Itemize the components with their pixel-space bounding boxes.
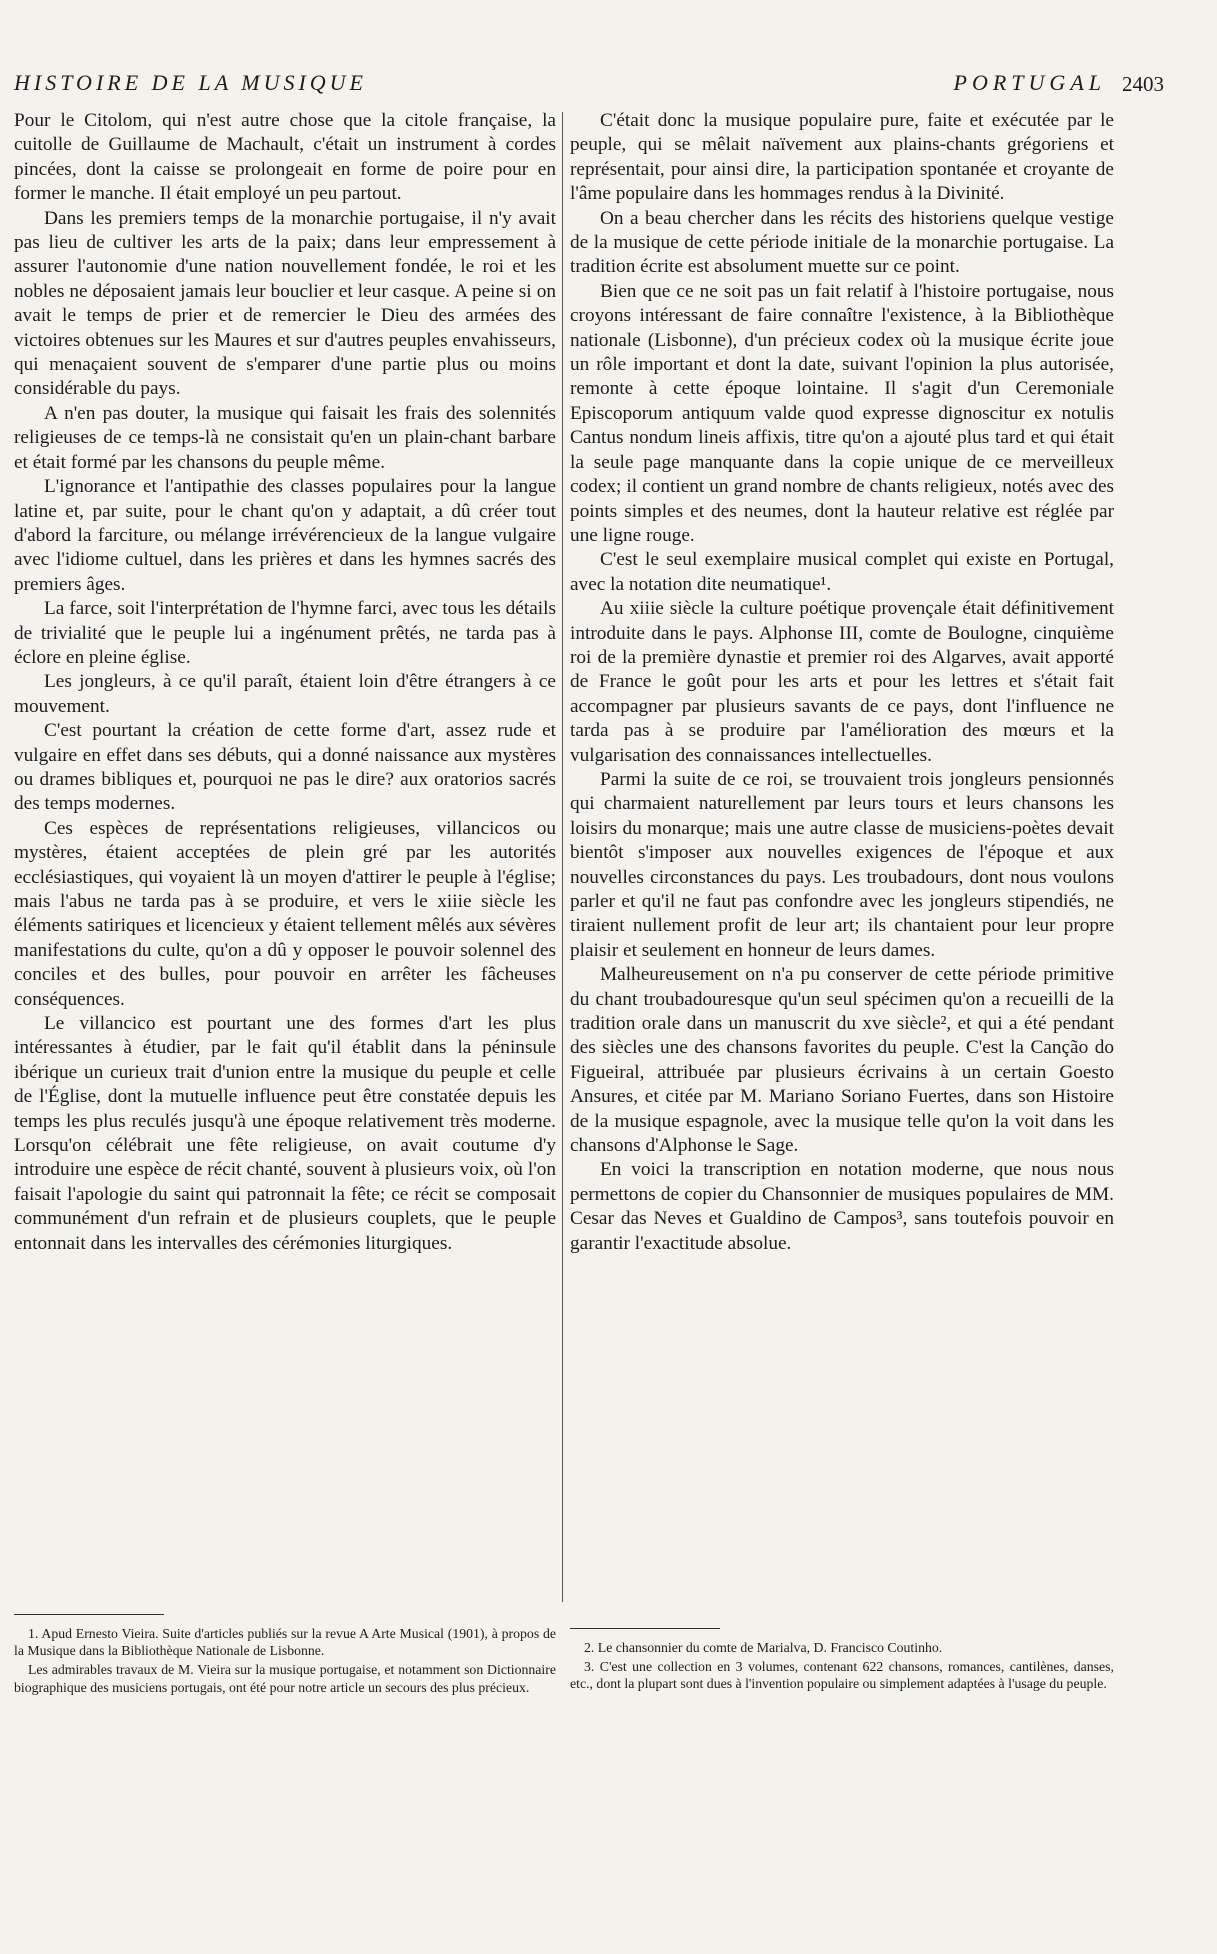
- paragraph: Bien que ce ne soit pas un fait relatif à l'histoire portugaise, nous croyons intéressant de faire connaître l'existence, à la Bibliothèque nationale (Lisbonne), d'un précieux codex où la musique écrite joue un rôle important et dont la date, suivant l'opinion la plus autorisée, remonte à cette époque lointaine. Il s'agit d'un Ceremoniale Episcoporum antiquum valde quod expresse dignoscitur ex notulis Cantus nondum lineis affixis, titre qu'on a ajouté plus tard et qui était la seule page manquante dans la copie unique de ce merveilleux codex; il contient un grand nombre de chants religieux, notés avec des points simples et des neumes, dont la hauteur relative est réglée par une ligne rouge.: [570, 280, 1114, 546]
- page-number: 2403: [1122, 72, 1164, 96]
- paragraph: C'est pourtant la création de cette forme d'art, assez rude et vulgaire en effet dans ses débuts, qui a donné naissance aux mystères ou drames bibliques et, pourquoi ne pas le dire? aux oratorios sacrés des temps modernes.: [14, 720, 556, 815]
- paragraph: Malheureusement on n'a pu conserver de cette période primitive du chant troubadouresque qu'un seul spécimen qu'on a recueilli de la tradition orale dans un manuscrit du xve siècle², et qui a été pendant des siècles une des chansons favorites du peuple. C'est la Canção do Figueiral, attribuée par plusieurs écrivains à un certain Goesto Ansures, et citée par M. Mariano Soriano Fuertes, dans son Histoire de la musique espagnole, avec la musique telle qu'on la voit dans les chansons d'Alphonse le Sage.: [570, 964, 1114, 1157]
- paragraph: Parmi la suite de ce roi, se trouvaient trois jongleurs pensionnés qui charmaient naturellement par leurs tours et leurs chansons les loisirs du monarque; mais une autre classe de musiciens-poètes devait bientôt s'imposer aux nouvelles exigences de l'époque et aux nouvelles circonstances du pays. Les troubadours, dont nous voulons parler et qu'il ne faut pas confondre avec les jongleurs stipendiés, ne tiraient nullement profit de leur art; ils chantaient pour leur propre plaisir et seulement en honneur de leurs dames.: [570, 768, 1114, 961]
- running-title-right: PORTUGAL: [953, 70, 1106, 95]
- paragraph: C'est le seul exemplaire musical complet qui existe en Portugal, avec la notation dite neumatique¹.: [570, 549, 1114, 595]
- paragraph: L'ignorance et l'antipathie des classes populaires pour la langue latine et, par suite, pour le chant qu'on y adaptait, a dû créer tout d'abord la farciture, ou mélange irrévérencieux de la langue vulgaire avec l'idiome cultuel, dans les prières et dans les hymnes sacrés des premiers âges.: [14, 476, 556, 595]
- footnote: Les admirables travaux de M. Vieira sur la musique portugaise, et notamment son Dictionnaire biographique des musiciens portugais, ont été pour notre article un secours des plus précieux.: [14, 1662, 556, 1695]
- paragraph: Au xiiie siècle la culture poétique provençale était définitivement introduite dans le pays. Alphonse III, comte de Boulogne, cinquième roi de la première dynastie et premier roi des Algarves, avait apporté de France le goût pour les arts et pour les lettres et s'était fait accompagner par plusieurs savants de ce pays, dont l'influence ne tarda pas à se produire par l'amélioration des mœurs et la vulgarisation des connaissances intellectuelles.: [570, 598, 1114, 766]
- footnote: 1. Apud Ernesto Vieira. Suite d'articles publiés sur la revue A Arte Musical (1901), à propos de la Musique dans la Bibliothèque Nationale de Lisbonne.: [14, 1626, 556, 1659]
- footnote-rule: [570, 1628, 720, 1629]
- column-divider: [562, 112, 563, 1602]
- running-title-left: HISTOIRE DE LA MUSIQUE: [14, 70, 367, 95]
- paragraph: La farce, soit l'interprétation de l'hymne farci, avec tous les détails de trivialité que le peuple lui a ingénument prêtés, ne tarda pas à éclore en pleine église.: [14, 598, 556, 668]
- paragraph: C'était donc la musique populaire pure, faite et exécutée par le peuple, qui se mêlait naïvement aux plains-chants grégoriens et représentait, pour ainsi dire, la participation spontanée et croyante de l'âme populaire dans les hommages rendus à la Divinité.: [570, 110, 1114, 205]
- right-footnotes: [570, 1610, 1114, 1695]
- paragraph: A n'en pas douter, la musique qui faisait les frais des solennités religieuses de ce temps-là ne consistait qu'en un plain-chant barbare et était formé par les chansons du peuple même.: [14, 402, 556, 473]
- left-footnotes: [14, 1596, 556, 1698]
- paragraph: En voici la transcription en notation moderne, que nous nous permettons de copier du Chansonnier de musiques populaires de MM. Cesar das Neves et Gualdino de Campos³, sans toutefois pouvoir en garantir l'exactitude absolue.: [570, 1159, 1114, 1254]
- footnote: 3. C'est une collection en 3 volumes, contenant 622 chansons, romances, cantilènes, danses, etc., dont la plupart sont dues à l'invention populaire ou simplement adaptées à l'usage du peuple.: [570, 1659, 1114, 1692]
- paragraph: Le villancico est pourtant une des formes d'art les plus intéressantes à étudier, par le fait qu'il établit dans la péninsule ibérique un curieux trait d'union entre la musique du peuple et celle de l'Église, dont la mutuelle influence peut être constatée depuis les temps les plus reculés jusqu'à une époque relativement très moderne. Lorsqu'on célébrait une fête religieuse, on avait coutume d'y introduire une espèce de récit chanté, souvent à plusieurs voix, où l'on faisait l'apologie du saint qui patronnait la fête; ce récit se composait communément d'un refrain et de plusieurs couplets, que le peuple entonnait dans les intervalles des cérémonies liturgiques.: [14, 1013, 556, 1254]
- paragraph: On a beau chercher dans les récits des historiens quelque vestige de la musique de cette période initiale de la monarchie portugaise. La tradition écrite est absolument muette sur ce point.: [570, 207, 1114, 278]
- footnote-rule: [14, 1614, 164, 1615]
- paragraph: Les jongleurs, à ce qu'il paraît, étaient loin d'être étrangers à ce mouvement.: [14, 671, 556, 717]
- paragraph: Pour le Citolom, qui n'est autre chose que la citole française, la cuitolle de Guillaume de Machault, c'était un instrument à cordes pincées, dont la caisse se prolongeait en forme de poire pour en former le manche. Il était employé un peu partout.: [14, 110, 556, 205]
- paragraph: Ces espèces de représentations religieuses, villancicos ou mystères, étaient acceptées de plein gré par les autorités ecclésiastiques, qui voyaient là un moyen d'attirer le peuple à l'église; mais l'abus ne tarda pas à se produire, et vers le xiiie siècle les éléments satiriques et licencieux y étaient tellement mêlés aux sévères manifestations du culte, qu'on a dû y opposer le pouvoir solennel des conciles et des bulles, pour pouvoir en arrêter les fâcheuses conséquences.: [14, 817, 556, 1010]
- paragraph: Dans les premiers temps de la monarchie portugaise, il n'y avait pas lieu de cultiver les arts de la paix; dans leur empressement à assurer l'autonomie d'une nation nouvellement fondée, le roi et les nobles ne déposaient jamais leur bouclier et leur casque. A peine si on avait le temps de prier et de remercier le Dieu des armées des victoires obtenues sur les Maures et sur d'autres peuples envahisseurs, qui menaçaient souvent de s'emparer d'une partie plus ou moins considérable du pays.: [14, 207, 556, 400]
- left-column: [14, 109, 556, 1256]
- running-header: [14, 70, 1106, 100]
- footnote: 2. Le chansonnier du comte de Marialva, D. Francisco Coutinho.: [584, 1640, 943, 1655]
- right-column: [570, 109, 1114, 1256]
